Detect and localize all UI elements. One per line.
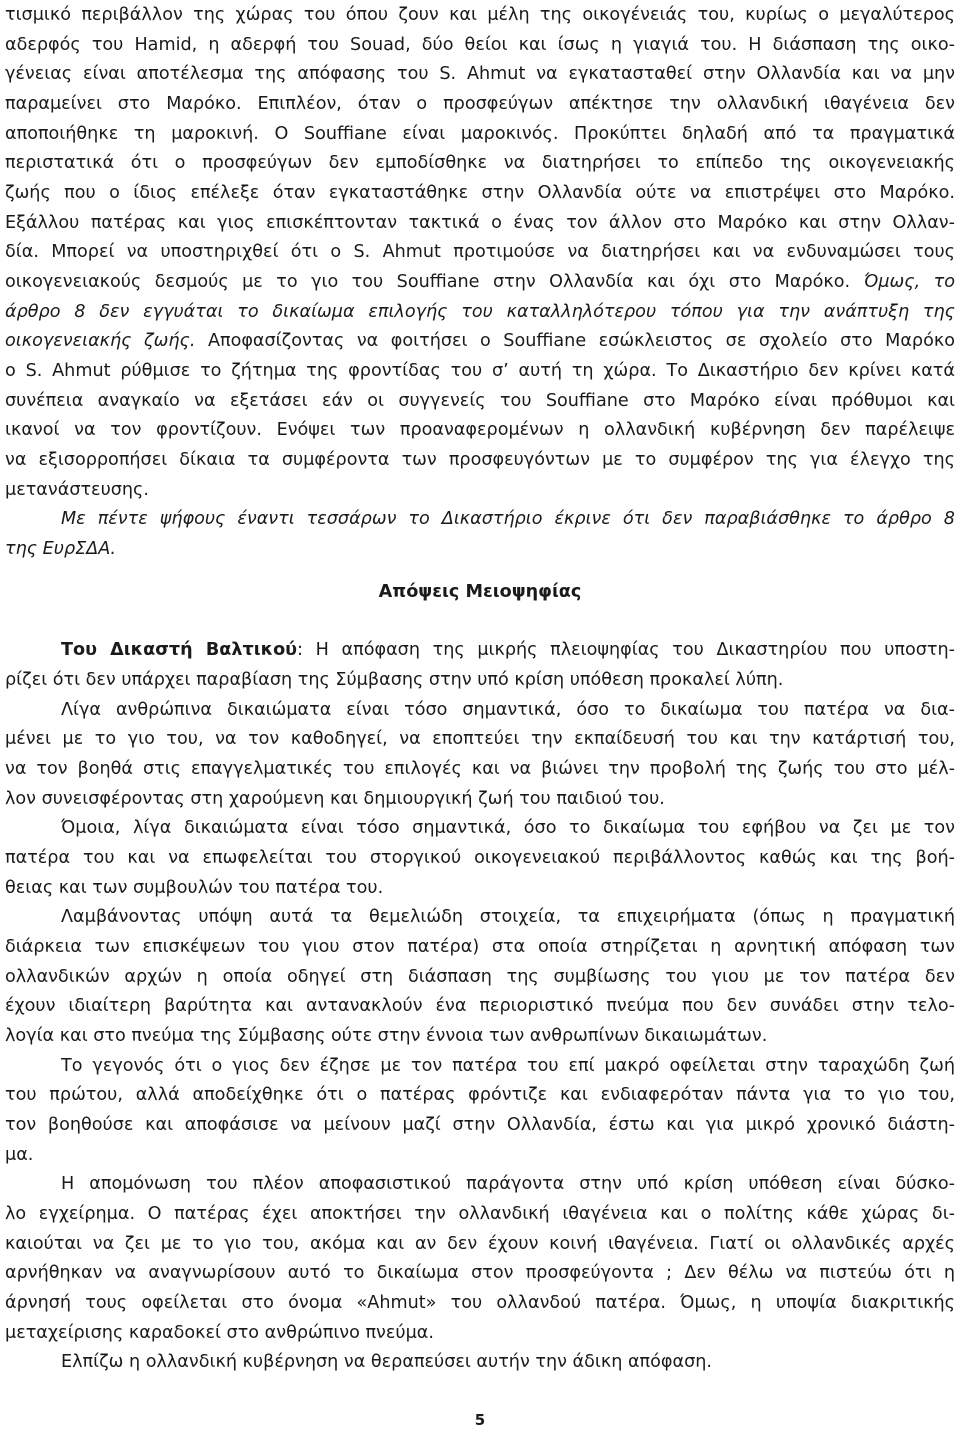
text-line: άρνησή τους οφείλεται στο όνομα «Ahmut» του ολλανδού πατέρα. Όμως, η υποψία διακριτικής xyxy=(5,1293,955,1313)
text-line: της ΕυρΣΔΑ. xyxy=(5,539,116,559)
text-line: μα. xyxy=(5,1145,34,1165)
text-line: διάρκεια των επισκέψεων του γιου στον πατέρα) στα οποία στηρίζεται η αρνητική απόφαση των xyxy=(5,937,955,957)
text-line: ολλανδικών αρχών η οποία οδηγεί στη διάσπαση της συμβίωσης του γιου με τον πατέρα δεν xyxy=(5,967,955,987)
italic-segment: οικογενειακής ζωής. xyxy=(5,331,196,351)
text-line: πατέρα του και να επωφελείται του στοργικού οικογενειακού περιβάλλοντος καθώς και της βοή- xyxy=(5,848,955,868)
text-line: Το γεγονός ότι ο γιος δεν έζησε με τον πατέρα του επί μακρό οφείλεται στην ταραχώδη ζωή xyxy=(61,1056,955,1076)
text-line: άρθρο 8 δεν εγγυάται το δικαίωμα επιλογής του καταλληλότερου τόπου για την ανάπτυξη της xyxy=(5,302,955,322)
text-line: Όμοια, λίγα δικαιώματα είναι τόσο σημαντικά, όσο το δικαίωμα του εφήβου να ζει με τον xyxy=(61,818,955,838)
section-heading: Απόψεις Μειοψηφίας xyxy=(378,582,582,602)
text-line: λογία και στο πνεύμα της Σύμβασης ούτε στην έννοια των ανθρωπίνων δικαιωμάτων. xyxy=(5,1026,768,1046)
text-line: περιστατικά ότι ο προσφεύγων δεν εμποδίσθηκε να διατηρήσει το επίπεδο της οικογενειακής xyxy=(5,153,955,173)
text-line: ρίζει ότι δεν υπάρχει παραβίαση της Σύμβασης στην υπό κρίση υπόθεση προκαλεί λύπη. xyxy=(5,670,784,690)
text-line: δία. Μπορεί να υποστηριχθεί ότι ο S. Ahmut προτιμούσε να διατηρήσει και να ενδυναμώσει τους xyxy=(5,242,955,262)
text-line xyxy=(61,635,955,665)
text-line: αρνήθηκαν να αναγνωρίσουν αυτό το δικαίωμα στον προσφεύγοντα ; Δεν θέλω να πιστεύω ότι η xyxy=(5,1263,955,1283)
text-line: λο εγχείρημα. Ο πατέρας έχει αποκτήσει την ολλανδική ιθαγένεια και ο πολίτης κάθε χώρας δι- xyxy=(5,1204,955,1224)
text-line: γένειας είναι αποτέλεσμα της απόφασης του S. Ahmut να εγκατασταθεί στην Ολλανδία και να μην xyxy=(5,64,955,84)
judge-name: Του Δικαστή Βαλτικού xyxy=(61,640,298,660)
text-segment: οικογενειακούς δεσμούς με το γιο του Souffiane στην Ολλανδία και όχι στο Μαρόκο. xyxy=(5,272,851,292)
text-line: καιούται να ζει με το γιο του, ακόμα και αν δεν έχουν κοινή ιθαγένεια. Γιατί οι ολλανδικές αρχές xyxy=(5,1234,955,1254)
page-number: 5 xyxy=(474,1411,486,1429)
text-line: λον συνεισφέροντας στη χαρούμενη και δημιουργική ζωή του παιδιού του. xyxy=(5,789,665,809)
text-line: μετανάστευσης. xyxy=(5,480,149,500)
text-line: Εξάλλου πατέρας και γιος επισκέπτονταν τακτικά ο ένας τον άλλον στο Μαρόκο και στην Ολλαν- xyxy=(5,213,955,233)
text-line: να εξισορροπήσει δίκαια τα συμφέροντα των προσφευγόντων με το συμφέρον της για έλεγχο της xyxy=(5,450,955,470)
text-line: θειας και των συμβουλών του πατέρα του. xyxy=(5,878,384,898)
text-line: μεταχείρισης καραδοκεί στο ανθρώπινο πνεύμα. xyxy=(5,1323,434,1343)
text-line: Η απομόνωση του πλέον αποφασιστικού παράγοντα στην υπό κρίση υπόθεση είναι δύσκο- xyxy=(61,1174,955,1194)
text-line: Λαμβάνοντας υπόψη αυτά τα θεμελιώδη στοιχεία, τα επιχειρήματα (όπως η πραγματική xyxy=(61,907,955,927)
text-line: ο S. Ahmut ρύθμισε το ζήτημα της φροντίδας του σ’ αυτή τη χώρα. Το Δικαστήριο δεν κρίνει κατά xyxy=(5,361,955,381)
text-line: ζωής που ο ίδιος επέλεξε όταν εγκαταστάθηκε στην Ολλανδία ούτε να επιστρέψει στο Μαρόκο. xyxy=(5,183,955,203)
text-line: αποποιήθηκε τη μαροκινή. Ο Souffiane είναι μαροκινός. Προκύπτει δηλαδή από τα πραγματικά xyxy=(5,124,955,144)
text-line: Λίγα ανθρώπινα δικαιώματα είναι τόσο σημαντικά, όσο το δικαίωμα του πατέρα να δια- xyxy=(61,700,955,720)
text-line xyxy=(5,267,955,297)
text-line: να τον βοηθά στις επαγγελματικές του επιλογές και να βιώνει την προβολή της ζωής του στο μέλ- xyxy=(5,759,955,779)
text-line: μένει με το γιο του, να τον καθοδηγεί, να εποπτεύει την εκπαίδευσή του και την κατάρτισή του, xyxy=(5,729,955,749)
text-line: αδερφός του Hamid, η αδερφή του Souad, δύο θείοι και ίσως η γιαγιά του. Η διάσπαση της οικο- xyxy=(5,35,955,55)
text-line: παραμείνει στο Μαρόκο. Επιπλέον, όταν ο προσφεύγων απέκτησε την ολλανδική ιθαγένεια δεν xyxy=(5,94,955,114)
text-segment: : Η απόφαση της μικρής πλειοψηφίας του Δικαστηρίου που υποστη- xyxy=(297,640,955,660)
text-line: Ελπίζω η ολλανδική κυβέρνηση να θεραπεύσει αυτήν την άδικη απόφαση. xyxy=(61,1352,713,1372)
text-line: του πρώτου, αλλά αποδείχθηκε ότι ο πατέρας φρόντιζε και ενδιαφερόταν πάντα για το γιο του, xyxy=(5,1085,955,1105)
italic-segment: Όμως, το xyxy=(863,272,955,292)
text-line: Με πέντε ψήφους έναντι τεσσάρων το Δικαστήριο έκρινε ότι δεν παραβιάσθηκε το άρθρο 8 xyxy=(61,509,955,529)
text-line: τισμικό περιβάλλον της χώρας του όπου ζουν και μέλη της οικογένειάς του, κυρίως ο μεγαλύτερος xyxy=(5,5,955,25)
text-line: έχουν ιδιαίτερη βαρύτητα και αντανακλούν ένα περιοριστικό πνεύμα που δεν συνάδει στην τελο- xyxy=(5,996,955,1016)
text-line: ικανοί να τον φροντίζουν. Ενόψει των προαναφερομένων η ολλανδική κυβέρνηση δεν παρέλειψε xyxy=(5,420,955,440)
text-line: τον βοηθούσε και αποφάσισε να μείνουν μαζί στην Ολλανδία, έστω και για μικρό χρονικό διάστη- xyxy=(5,1115,955,1135)
text-segment: Αποφασίζοντας να φοιτήσει ο Souffiane εσώκλειστος σε σχολείο στο Μαρόκο xyxy=(207,331,955,351)
text-line xyxy=(5,326,955,356)
text-line: συνέπεια αναγκαίο να εξετάσει εάν οι συγγενείς του Souffiane στο Μαρόκο είναι πρόθυμοι και xyxy=(5,391,955,411)
